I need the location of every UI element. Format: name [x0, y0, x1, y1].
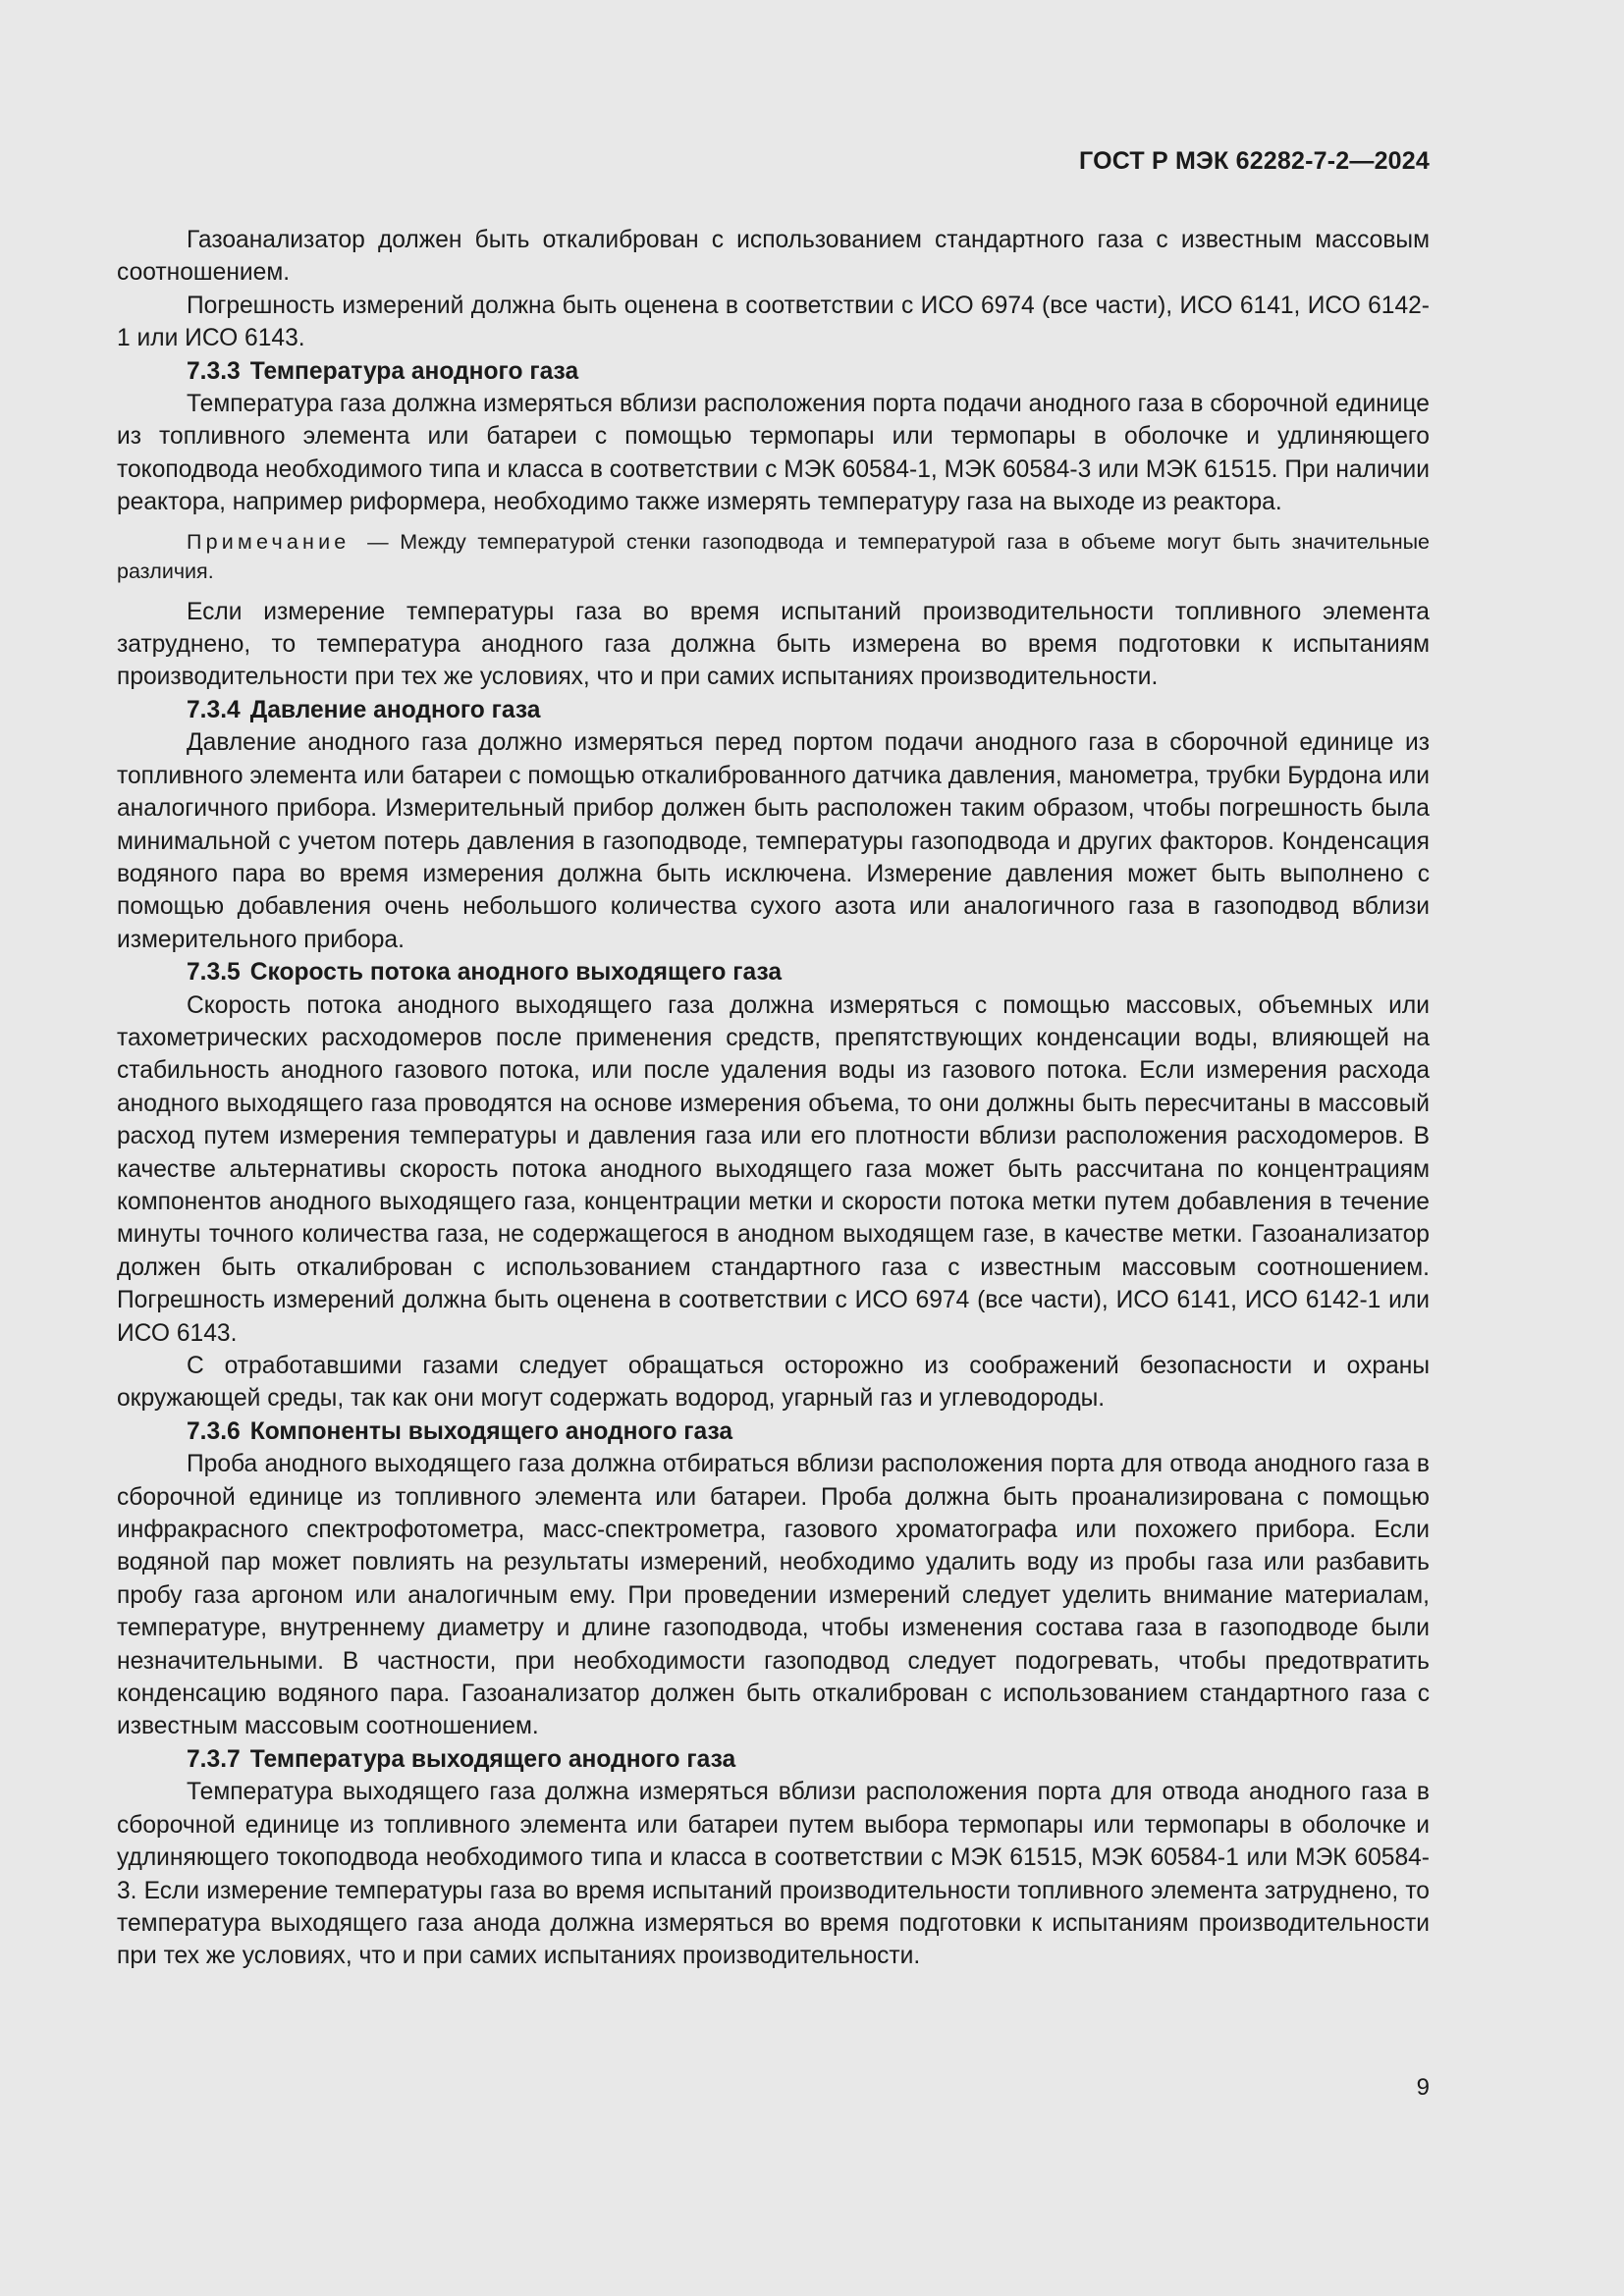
paragraph: Скорость потока анодного выходящего газа должна измеряться с помощью массовых, объемных или тахометрических расходомеров после применения средств, препятствующих конденсации воды, влияющей на стабильность анодного газового потока, или после удаления воды из газового потока. Если измерения расхода анодного выходящего газа проводятся на основе измерения объема, то они должны быть пересчитаны в массовый расход путем измерения температуры и давления газа или его плотности вблизи расположения расходомеров. В качестве альтернативы скорость потока анодного выходящего газа может быть рассчитана по концентрациям компонентов анодного выходящего газа, концентрации метки и скорости потока метки путем добавления в течение минуты точного количества газа, не содержащегося в анодном выходящем газе, в качестве метки. Газоанализатор должен быть откалиброван с использованием стандартного газа с известным массовым соотношением. Погрешность измерений должна быть оценена в соответствии с ИСО 6974 (все части), ИСО 6141, ИСО 6142-1 или ИСО 6143. — [117, 991, 1430, 1347]
section-heading-7-3-7 — [117, 1743, 1430, 1776]
note-label: Примечание — [187, 529, 351, 554]
paragraph: Температура выходящего газа должна измеряться вблизи расположения порта для отвода анодного газа в сборочной единице из топливного элемента или батареи путем выбора термопары или термопары в оболочке и удлиняющего токоподвода необходимого типа и класса в соответствии с МЭК 61515, МЭК 60584-1 или МЭК 60584-3. Если измерение температуры газа во время испытаний производительности топливного элемента затруднено, то температура выходящего газа анода должна измеряться во время подготовки к испытаниям производительности при тех же условиях, что и при самих испытаниях производительности. — [117, 1779, 1430, 1970]
paragraph: Проба анодного выходящего газа должна отбираться вблизи расположения порта для отвода анодного газа в сборочной единице из топливного элемента или батареи. Проба должна быть проанализирована с помощью инфракрасного спектрофотометра, масс-спектрометра, газового хроматографа или похожего прибора. Если водяной пар может повлиять на результаты измерений, необходимо удалить воду из пробы газа или разбавить пробу газа аргоном или аналогичным ему. При проведении измерений следует уделить внимание материалам, температуре, внутреннему диаметру и длине газоподвода, чтобы изменения состава газа в газоподводе были незначительными. В частности, при необходимости газоподвод следует подогревать, чтобы предотвратить конденсацию водяного пара. Газоанализатор должен быть откалиброван с использованием стандартного газа с известным массовым соотношением. — [117, 1451, 1430, 1740]
document-code-header: ГОСТ Р МЭК 62282-7-2—2024 — [1079, 147, 1430, 175]
paragraph: Погрешность измерений должна быть оценена в соответствии с ИСО 6974 (все части), ИСО 6141, ИСО 6142-1 или ИСО 6143. — [117, 292, 1430, 352]
section-number: 7.3.7 — [187, 1745, 241, 1773]
paragraph: С отработавшими газами следует обращаться осторожно из соображений безопасности и охраны окружающей среды, так как они могут содержать водород, угарный газ и углеводороды. — [117, 1353, 1430, 1413]
note-text: — Между температурой стенки газоподвода и температурой газа в объеме могут быть значительные различия. — [117, 529, 1430, 583]
section-heading-7-3-3 — [117, 355, 1430, 388]
section-title: Температура анодного газа — [249, 357, 579, 385]
section-number: 7.3.4 — [187, 696, 241, 723]
page-number: 9 — [1416, 2074, 1430, 2101]
section-title: Компоненты выходящего анодного газа — [249, 1417, 733, 1445]
note — [117, 527, 1430, 586]
section-heading-7-3-5 — [117, 956, 1430, 988]
paragraph: Газоанализатор должен быть откалиброван с использованием стандартного газа с известным массовым соотношением. — [117, 227, 1430, 287]
section-number: 7.3.3 — [187, 357, 241, 385]
section-heading-7-3-4 — [117, 694, 1430, 726]
paragraph: Температура газа должна измеряться вблизи расположения порта подачи анодного газа в сборочной единице из топливного элемента или батареи с помощью термопары или термопары в оболочке и удлиняющего токоподвода необходимого типа и класса в соответствии с МЭК 60584-1, МЭК 60584-3 или МЭК 61515. При наличии реактора, например риформера, необходимо также измерять температуру газа на выходе из реактора. — [117, 391, 1430, 516]
paragraph: Если измерение температуры газа во время испытаний производительности топливного элемента затруднено, то температура анодного газа должна быть измерена во время подготовки к испытаниям производительности при тех же условиях, что и при самих испытаниях производительности. — [117, 598, 1430, 691]
section-heading-7-3-6 — [117, 1415, 1430, 1448]
section-title: Давление анодного газа — [249, 696, 541, 723]
section-title: Скорость потока анодного выходящего газа — [249, 959, 783, 987]
section-number: 7.3.6 — [187, 1417, 241, 1445]
document-body — [117, 224, 1430, 1973]
section-title: Температура выходящего анодного газа — [249, 1745, 736, 1773]
section-number: 7.3.5 — [187, 959, 241, 987]
paragraph: Давление анодного газа должно измеряться перед портом подачи анодного газа в сборочной единице из топливного элемента или батареи с помощью откалиброванного датчика давления, манометра, трубки Бурдона или аналогичного прибора. Измерительный прибор должен быть расположен таким образом, чтобы погрешность была минимальной с учетом потерь давления в газоподводе, температуры газоподвода и других факторов. Конденсация водяного пара во время измерения должна быть исключена. Измерение давления может быть выполнено с помощью добавления очень небольшого количества сухого азота или аналогичного газа в газоподвод вблизи измерительного прибора. — [117, 729, 1430, 953]
